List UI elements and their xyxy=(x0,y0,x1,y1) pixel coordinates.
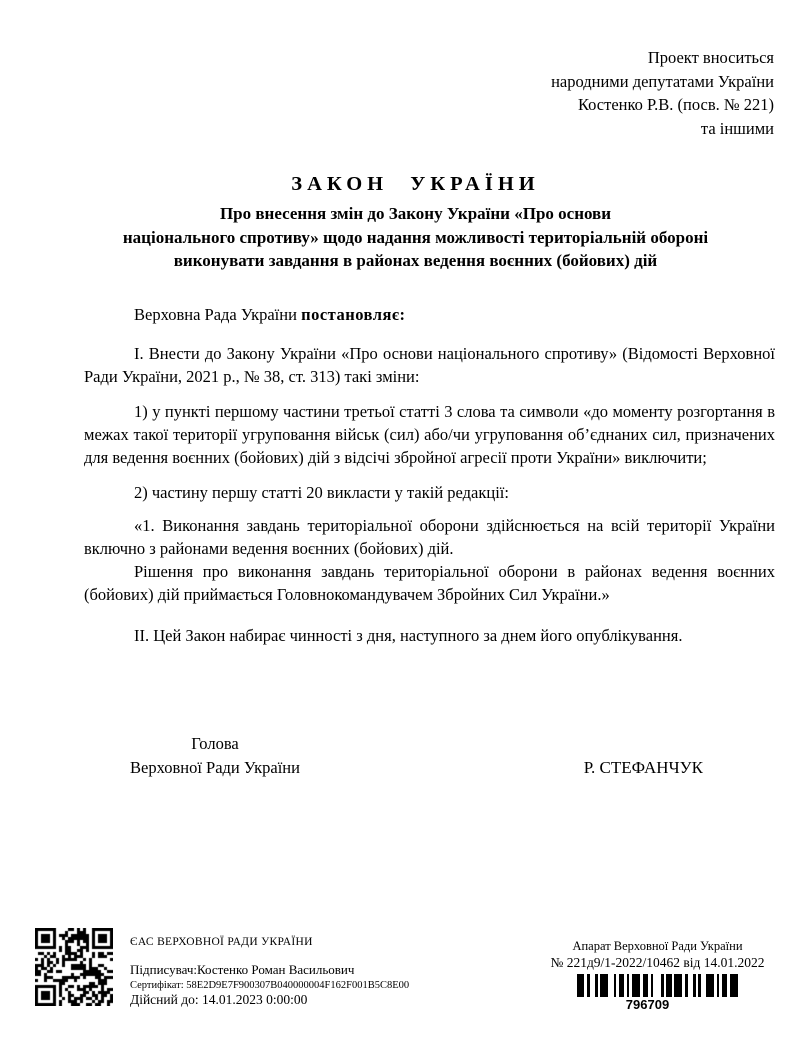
paragraph-quote-2: Рішення про виконання завдань територіальної оборони в районах ведення воєнних (бойових) дій приймається Головнокомандувачем Збройних Сил України.» xyxy=(84,562,775,604)
paragraph-item-1: 1) у пункті першому частини третьої статті 3 слова та символи «до моменту розгортання в межах такої території угруповання військ (сил) або/чи угруповання об’єднаних сил, призначених для ведення воєнних (бойових) дій з відсічі збройної агресії проти України» виключити; xyxy=(84,402,775,467)
preamble-bold: постановляє: xyxy=(301,305,406,324)
law-subtitle-line: виконувати завдання в районах ведення воєнних (бойових) дій xyxy=(173,251,658,270)
intro-line: та іншими xyxy=(700,118,774,138)
digital-signature-stamp xyxy=(130,936,409,1008)
paragraph-quote-1: «1. Виконання завдань територіальної оборони здійснюється на всій території України включно з районами ведення воєнних (бойових) дій. xyxy=(84,516,775,558)
barcode-bar xyxy=(706,974,714,997)
apparat-label: Апарат Верховної Ради України xyxy=(572,939,743,953)
signature-row xyxy=(84,732,775,779)
law-subtitle-line: національного спротиву» щодо надання можливості територіальній обороні xyxy=(122,227,709,247)
eas-system-label: ЄАС ВЕРХОВНОЇ РАДИ УКРАЇНИ xyxy=(130,936,313,948)
law-title: ЗАКОН УКРАЇНИ xyxy=(291,173,540,195)
barcode-bar xyxy=(674,974,682,997)
barcode-bar xyxy=(600,974,608,997)
paragraph-item-2: 2) частину першу статті 20 викласти у такій редакції: xyxy=(134,483,509,502)
law-subtitle-line: Про внесення змін до Закону України «Про основи xyxy=(219,204,612,223)
signer-name: Р. СТЕФАНЧУК xyxy=(583,758,703,777)
signer-info: Підписувач:Костенко Роман Васильович xyxy=(130,962,355,977)
law-body xyxy=(84,303,775,779)
paragraph-section-2: ІІ. Цей Закон набирає чинності з дня, наступного за днем його опублікування. xyxy=(134,626,683,645)
barcode-bar xyxy=(730,974,738,997)
preamble-normal: Верховна Рада України xyxy=(134,305,302,324)
preamble xyxy=(84,303,775,326)
intro-line: Костенко Р.В. (посв. № 221) xyxy=(577,95,774,114)
registration-stamp xyxy=(550,938,765,1012)
signer-position-line: Голова xyxy=(191,734,239,753)
registration-number: № 221д9/1-2022/10462 від 14.01.2022 xyxy=(550,955,765,970)
title-block xyxy=(50,173,781,273)
signer-position-line: Верховної Ради України xyxy=(130,757,300,777)
intro-line: народними депутатами України xyxy=(551,71,774,91)
barcode-bar xyxy=(632,974,640,997)
paragraph-section-1: І. Внести до Закону України «Про основи національного спротиву» (Відомості Верховної Ради України, 2021 р., № 38, ст. 313) такі зміни: xyxy=(84,344,775,386)
qr-code-icon xyxy=(35,928,113,1006)
certificate-info: Сертифікат: 58E2D9E7F900307B040000004F162F001B5C8E00 xyxy=(130,980,410,991)
barcode-bar xyxy=(577,974,585,997)
barcode-icon xyxy=(577,974,739,997)
barcode-number: 796709 xyxy=(625,997,670,1012)
barcode-bar xyxy=(653,974,661,997)
validity-info: Дійсний до: 14.01.2023 0:00:00 xyxy=(130,992,308,1007)
project-submitter-block xyxy=(551,46,774,140)
intro-line: Проект вноситься xyxy=(647,48,774,67)
signer-position xyxy=(130,732,300,779)
